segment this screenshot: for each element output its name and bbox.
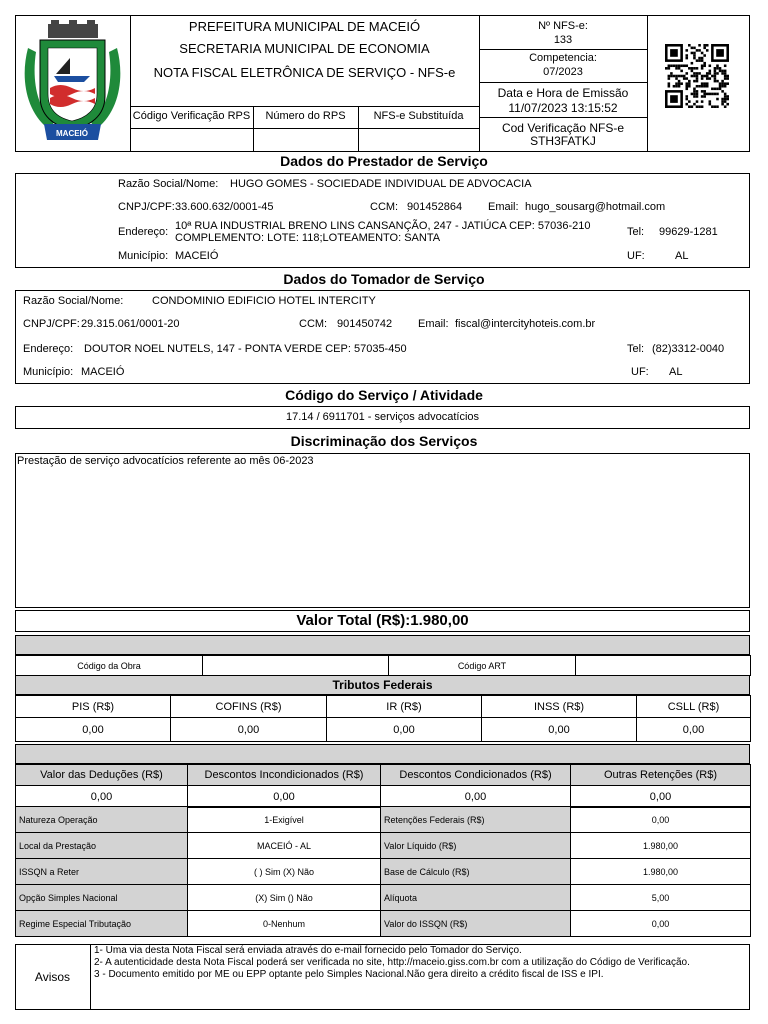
- codigo-obra-label: Código da Obra: [16, 656, 203, 676]
- qr-code: [665, 44, 729, 108]
- nfse-number-value: 133: [553, 34, 573, 46]
- aviso-line: 2- A autenticidade desta Nota Fiscal poderá ser verificada no site, http://maceio.giss.com.br com a utilização do Código de Verificação.: [94, 957, 690, 968]
- csll-value: 0,00: [637, 718, 751, 742]
- competencia-value: 07/2023: [543, 66, 583, 78]
- table-row: [16, 807, 751, 833]
- codigo-art-label: Código ART: [389, 656, 576, 676]
- header-divider: [130, 15, 131, 152]
- valor-total: Valor Total (R$):1.980,00: [296, 612, 469, 629]
- discriminacao-text: Prestação de serviço advocatícios referente ao mês 06-2023: [17, 455, 314, 467]
- detail-value: 0,00: [571, 807, 751, 833]
- detail-value: (X) Sim () Não: [188, 885, 381, 911]
- deducoes-table: [15, 764, 751, 808]
- tomador-uf-label: UF:: [631, 366, 649, 378]
- tributos-title: Tributos Federais: [332, 678, 433, 692]
- prestador-razao-label: Razão Social/Nome:: [118, 178, 219, 190]
- aviso-line: 3 - Documento emitido por ME ou EPP optante pelo Simples Nacional.Não gera direito a crédito fiscal de ISS e IPI.: [94, 969, 604, 980]
- inss-header: INSS (R$): [482, 696, 637, 718]
- prestador-endereco-label: Endereço:: [118, 226, 169, 238]
- nfse-number-label: Nº NFS-e:: [538, 20, 588, 32]
- tomador-razao-value: CONDOMINIO EDIFICIO HOTEL INTERCITY: [152, 295, 376, 307]
- aviso-line: 1- Uma via desta Nota Fiscal será enviada através do e-mail fornecido pelo Tomador do Serviço.: [94, 945, 522, 956]
- prefeitura-title: PREFEITURA MUNICIPAL DE MACEIÓ: [188, 19, 421, 34]
- prestador-email-value: hugo_sousarg@hotmail.com: [525, 201, 666, 213]
- prestador-ccm-label: CCM:: [370, 201, 399, 213]
- tomador-municipio-value: MACEIÓ: [81, 366, 125, 378]
- rps-row-top-line: [130, 106, 479, 107]
- rps-row-mid-line: [130, 128, 479, 129]
- tomador-cnpj-value: 29.315.061/0001-20: [81, 318, 180, 330]
- prestador-endereco-line2: COMPLEMENTO: LOTE: 118;LOTEAMENTO: SANTA: [175, 232, 441, 244]
- table-row: [16, 833, 751, 859]
- tributos-table: [15, 695, 751, 742]
- outras-retencoes-value: 0,00: [571, 786, 751, 808]
- detail-label: Local da Prestação: [16, 833, 188, 859]
- header-divider: [647, 15, 648, 152]
- discriminacao-section-title: Discriminação dos Serviços: [290, 433, 478, 449]
- desc-cond-header: Descontos Condicionados (R$): [381, 765, 571, 786]
- tomador-cnpj-label: CNPJ/CPF:: [23, 318, 80, 330]
- deducoes-value: 0,00: [16, 786, 188, 808]
- right-col-line: [479, 117, 647, 118]
- desc-incond-value: 0,00: [188, 786, 381, 808]
- inss-value: 0,00: [482, 718, 637, 742]
- prestador-endereco-line1: 10ª RUA INDUSTRIAL BRENO LINS CANSANÇÃO, 247 - JATIÚCA CEP: 57036-210: [175, 220, 591, 232]
- tomador-email-value: fiscal@intercityhoteis.com.br: [455, 318, 596, 330]
- detail-label: Base de Cálculo (R$): [381, 859, 571, 885]
- prestador-cnpj-label: CNPJ/CPF:: [118, 201, 175, 213]
- prestador-ccm-value: 901452864: [407, 201, 463, 213]
- emissao-value: 11/07/2023 13:15:52: [508, 101, 618, 115]
- tomador-tel-value: (82)3312-0040: [652, 343, 725, 355]
- discriminacao-box: [15, 453, 750, 608]
- detail-value: 0-Nenhum: [188, 911, 381, 937]
- detail-label: ISSQN a Reter: [16, 859, 188, 885]
- city-coat-of-arms-logo: [20, 18, 125, 146]
- detail-value: 5,00: [571, 885, 751, 911]
- detail-value: MACEIÓ - AL: [188, 833, 381, 859]
- tomador-ccm-label: CCM:: [299, 318, 328, 330]
- servico-section-title: Código do Serviço / Atividade: [285, 387, 483, 403]
- detail-label: Natureza Operação: [16, 807, 188, 833]
- codigo-art-value: [576, 656, 751, 676]
- tomador-endereco-value: DOUTOR NOEL NUTELS, 147 - PONTA VERDE CEP: 57035-450: [84, 343, 407, 355]
- detail-label: Valor Líquido (R$): [381, 833, 571, 859]
- cofins-value: 0,00: [171, 718, 327, 742]
- cod-verificacao-value: STH3FATKJ: [530, 134, 596, 148]
- prestador-email-label: Email:: [488, 201, 519, 213]
- emissao-label: Data e Hora de Emissão: [497, 86, 629, 100]
- prestador-tel-label: Tel:: [627, 226, 645, 238]
- desc-cond-value: 0,00: [381, 786, 571, 808]
- detail-label: Valor do ISSQN (R$): [381, 911, 571, 937]
- cod-verificacao-label: Cod Verificação NFS-e: [501, 121, 625, 135]
- table-row: [16, 911, 751, 937]
- csll-header: CSLL (R$): [637, 696, 751, 718]
- tomador-razao-label: Razão Social/Nome:: [23, 295, 124, 307]
- deducoes-gray-band: [15, 744, 750, 764]
- detail-value: ( ) Sim (X) Não: [188, 859, 381, 885]
- outras-retencoes-header: Outras Retenções (R$): [571, 765, 751, 786]
- prestador-cnpj-value: 33.600.632/0001-45: [175, 201, 274, 213]
- avisos-label: Avisos: [34, 970, 71, 984]
- table-row: [16, 859, 751, 885]
- prestador-uf-label: UF:: [627, 250, 645, 262]
- obra-gray-band: [15, 635, 750, 655]
- servico-code-value: 17.14 / 6911701 - serviços advocatícios: [285, 411, 480, 423]
- desc-incond-header: Descontos Incondicionados (R$): [188, 765, 381, 786]
- tomador-ccm-value: 901450742: [337, 318, 393, 330]
- detail-value: 1-Exigível: [188, 807, 381, 833]
- detail-value: 0,00: [571, 911, 751, 937]
- cofins-header: COFINS (R$): [171, 696, 327, 718]
- tomador-municipio-label: Município:: [23, 366, 74, 378]
- tomador-endereco-label: Endereço:: [23, 343, 74, 355]
- detail-value: 1.980,00: [571, 833, 751, 859]
- competencia-label: Competencia:: [529, 52, 597, 64]
- tomador-tel-label: Tel:: [627, 343, 645, 355]
- table-row: [16, 885, 751, 911]
- avisos-divider: [90, 944, 91, 1010]
- rps-number-header: Número do RPS: [265, 110, 346, 122]
- ir-header: IR (R$): [327, 696, 482, 718]
- prestador-tel-value: 99629-1281: [659, 226, 718, 238]
- prestador-uf-value: AL: [675, 250, 689, 262]
- right-col-line: [479, 49, 647, 50]
- codigo-obra-value: [203, 656, 389, 676]
- pis-value: 0,00: [16, 718, 171, 742]
- detail-value: 1.980,00: [571, 859, 751, 885]
- prestador-section-title: Dados do Prestador de Serviço: [280, 153, 488, 169]
- rps-code-header: Código Verificação RPS: [132, 110, 251, 122]
- nfse-substituida-header: NFS-e Substituída: [373, 110, 464, 122]
- tomador-section-title: Dados do Tomador de Serviço: [283, 271, 485, 287]
- pis-header: PIS (R$): [16, 696, 171, 718]
- deducoes-header: Valor das Deduções (R$): [16, 765, 188, 786]
- prestador-razao-value: HUGO GOMES - SOCIEDADE INDIVIDUAL DE ADVOCACIA: [230, 178, 532, 190]
- detalhes-table: [15, 806, 751, 937]
- logo-ribbon-text: MACEIÓ: [56, 129, 88, 138]
- tomador-email-label: Email:: [418, 318, 449, 330]
- obra-table: [15, 655, 751, 676]
- tomador-uf-value: AL: [669, 366, 683, 378]
- prestador-municipio-label: Município:: [118, 250, 169, 262]
- secretaria-title: SECRETARIA MUNICIPAL DE ECONOMIA: [179, 41, 430, 56]
- detail-label: Regime Especial Tributação: [16, 911, 188, 937]
- prestador-municipio-value: MACEIÓ: [175, 250, 219, 262]
- document-title: NOTA FISCAL ELETRÔNICA DE SERVIÇO - NFS-e: [153, 65, 456, 80]
- detail-label: Retenções Federais (R$): [381, 807, 571, 833]
- right-col-line: [479, 82, 647, 83]
- ir-value: 0,00: [327, 718, 482, 742]
- detail-label: Alíquota: [381, 885, 571, 911]
- detail-label: Opção Simples Nacional: [16, 885, 188, 911]
